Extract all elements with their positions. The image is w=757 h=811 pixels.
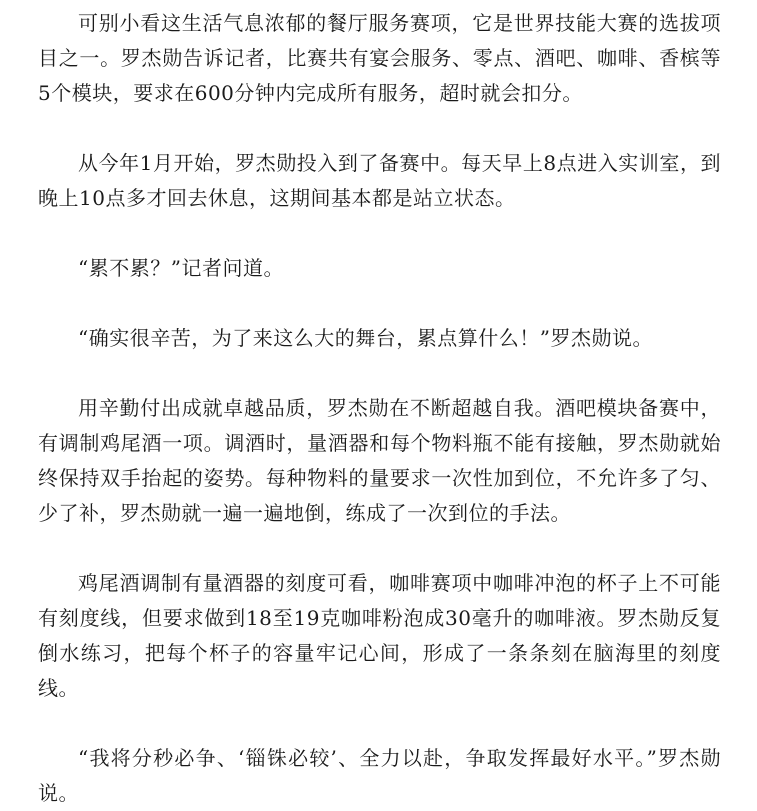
paragraph-5: 用辛勤付出成就卓越品质，罗杰勋在不断超越自我。酒吧模块备赛中，有调制鸡尾酒一项。调酒时，量酒器和每个物料瓶不能有接触，罗杰勋就始终保持双手抬起的姿势。每种物料的量要求一次性加到位，不允许多了匀、少了补，罗杰勋就一遍一遍地倒，练成了一次到位的手法。 <box>38 396 721 525</box>
paragraph-4: “确实很辛苦，为了来这么大的舞台，累点算什么！”罗杰勋说。 <box>78 326 653 350</box>
paragraph-6: 鸡尾酒调制有量酒器的刻度可看，咖啡赛项中咖啡冲泡的杯子上不可能有刻度线，但要求做到18至19克咖啡粉泡成30毫升的咖啡液。罗杰勋反复倒水练习，把每个杯子的容量牢记心间，形成了一条条刻在脑海里的刻度线。 <box>38 571 721 700</box>
paragraph-3: “累不累？”记者问道。 <box>78 256 284 280</box>
paragraph-1: 可别小看这生活气息浓郁的餐厅服务赛项，它是世界技能大赛的选拔项目之一。罗杰勋告诉记者，比赛共有宴会服务、零点、酒吧、咖啡、香槟等5个模块，要求在600分钟内完成所有服务，超时就会扣分。 <box>38 11 721 105</box>
paragraph-7: “我将分秒必争、‘锱铢必较’、全力以赴，争取发挥最好水平。”罗杰勋说。 <box>38 746 721 805</box>
paragraph-2: 从今年1月开始，罗杰勋投入到了备赛中。每天早上8点进入实训室，到晚上10点多才回去休息，这期间基本都是站立状态。 <box>38 151 721 210</box>
